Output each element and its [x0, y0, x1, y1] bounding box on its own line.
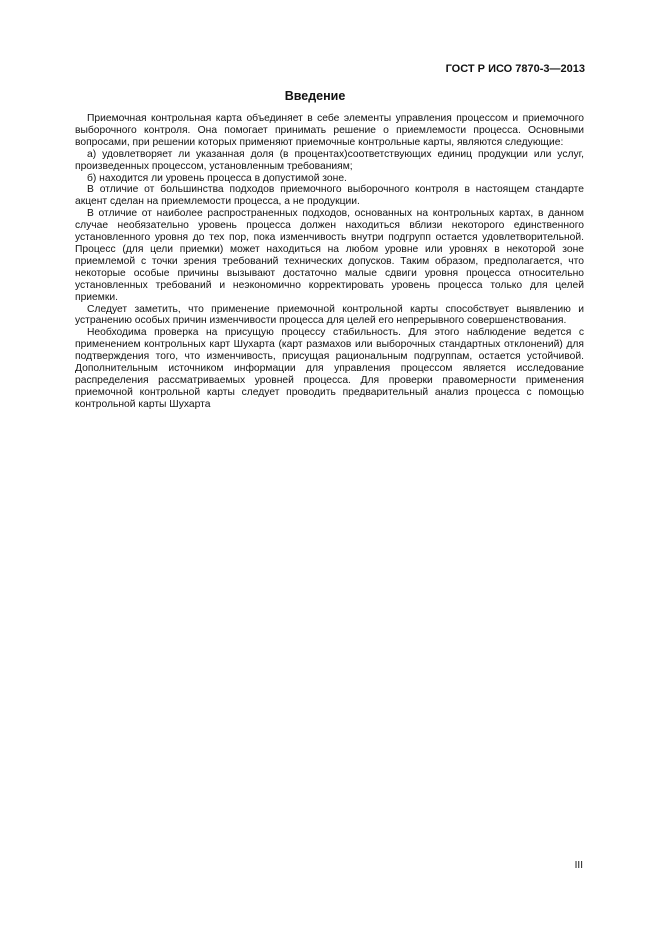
paragraph-process-level: В отличие от наиболее распространенных подходов, основанных на контрольных картах, в данном случае необязательно уровень процесса должен находиться вблизи некоторого единственного установленного уровня до тех пор, пока изменчивость внутри подгрупп остается удовлетворительной. Процесс (для цели приемки) может находиться на любом уровне или уровнях в некоторой зоне приемлемой с точки зрения требований технических допусков. Таким образом, предполагается, что некоторые особые причины вызывают достаточно малые сдвиги уровня процесса относительно установленных требований и неэкономично корректировать уровень процесса только для целей приемки.	[75, 208, 584, 303]
document-code: ГОСТ Р ИСО 7870-3—2013	[445, 63, 585, 75]
paragraph-item-b: б) находится ли уровень процесса в допустимой зоне.	[87, 172, 347, 184]
paragraph-acceptance-focus: В отличие от большинства подходов приемочного выборочного контроля в настоящем стандарте акцент сделан на приемлемости процесса, а не продукции.	[75, 184, 584, 208]
paragraph-stability-check: Необходима проверка на присущую процессу стабильность. Для этого наблюдение ведется с применением контрольных карт Шухарта (карт размахов или выборочных стандартных отклонений) для подтверждения того, что изменчивость, присущая рациональным подгруппам, остается устойчивой. Дополнительным источником информации для управления процессом является исследование распределения рассматриваемых уровней процесса. Для проверки правомерности применения приемочной контрольной карты следует проводить предварительный анализ процесса с помощью контрольной карты Шухарта	[75, 327, 584, 410]
page-number: III	[574, 860, 583, 871]
paragraph-note: Следует заметить, что применение приемочной контрольной карты способствует выявлению и устранению особых причин изменчивости процесса для целей его непрерывного совершенствования.	[75, 303, 584, 327]
paragraph-intro: Приемочная контрольная карта объединяет в себе элементы управления процессом и приемочного выборочного контроля. Она помогает принимать решение о приемлемости процесса. Основными вопросами, при решении которых применяют приемочные контрольные карты, являются следующие:	[75, 113, 584, 148]
body-text	[75, 113, 584, 411]
section-heading: Введение	[284, 89, 346, 103]
paragraph-item-a: а) удовлетворяет ли указанная доля (в процентах)соответствующих единиц продукции или услуг, произведенных процессом, установленным требованиям;	[75, 148, 584, 172]
